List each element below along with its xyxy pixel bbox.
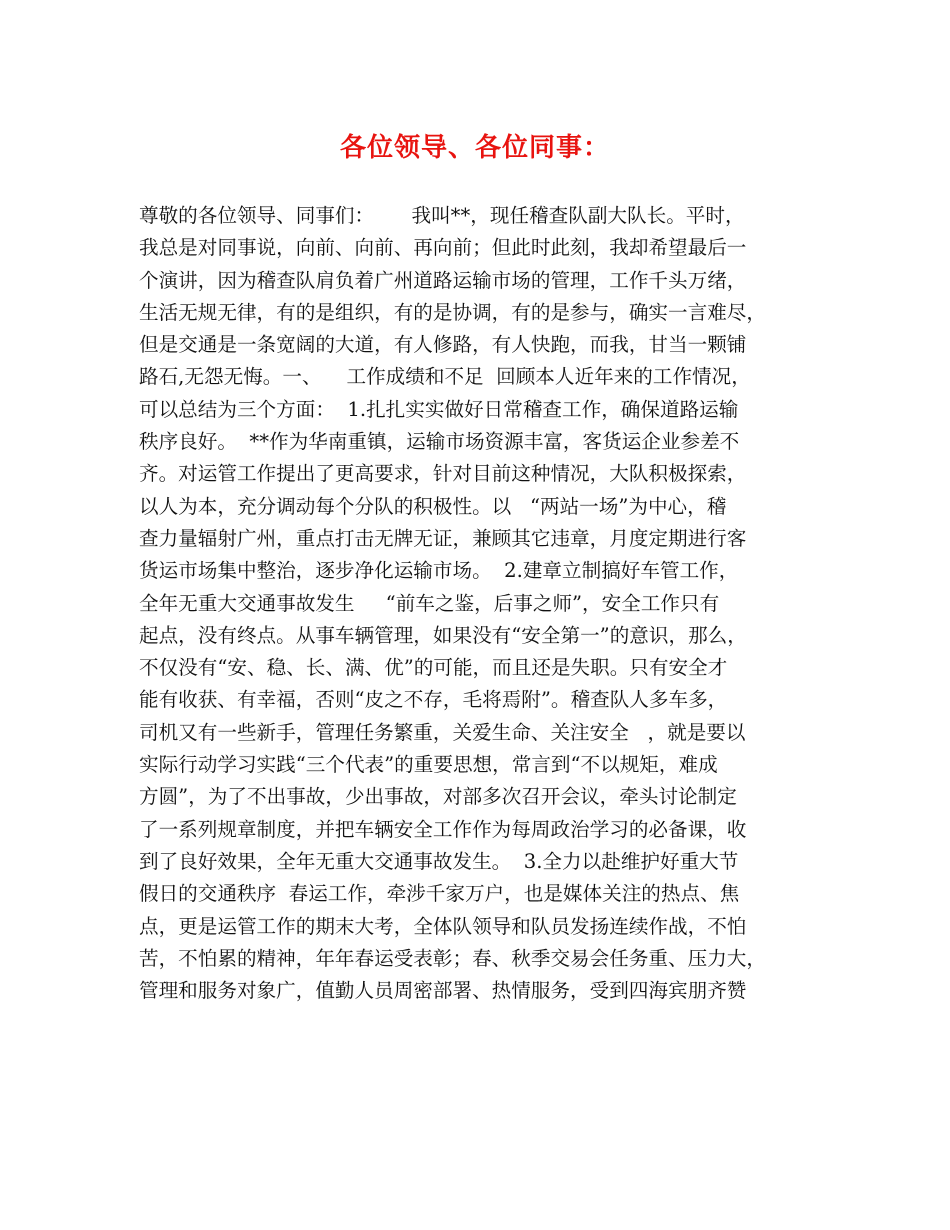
body-line: 我总是对同事说，向前、向前、再向前；但此时此刻，我却希望最后一 [139,236,747,260]
body-line: 到了良好效果，全年无重大交通事故发生。 3.全力以赴维护好重大节 [139,849,739,873]
body-line: 实际行动学习实践“三个代表”的重要思想，常言到“不以规矩，难成 [139,753,718,777]
body-line: 全年无重大交通事故发生 “前车之鉴，后事之师”，安全工作只有 [139,591,720,615]
body-line: 路石,无怨无悔。一、 工作成绩和不足 回顾本人近年来的工作情况， [139,365,751,389]
body-line: 秩序良好。 **作为华南重镇，运输市场资源丰富，客货运企业参差不 [139,430,740,454]
body-line: 方圆”，为了不出事故，少出事故，对部多次召开会议，牵头讨论制定 [139,785,737,809]
body-line: 起点，没有终点。从事车辆管理，如果没有“安全第一”的意识，那么， [139,623,747,647]
body-line: 货运市场集中整治，逐步净化运输市场。 2.建章立制搞好车管工作， [139,559,739,583]
body-line: 齐。对运管工作提出了更高要求，针对目前这种情况，大队积极探索， [139,462,747,486]
body-line: 可以总结为三个方面： 1.扎扎实实做好日常稽查工作，确保道路运输 [139,397,739,421]
body-line: 以人为本，充分调动每个分队的积极性。以 “两站一场”为中心，稽 [139,494,727,518]
document-title: 各位领导、各位同事： [339,133,610,163]
body-line: 不仅没有“安、稳、长、满、优”的可能，而且还是失职。只有安全才 [139,656,728,680]
body-line: 点，更是运管工作的期末大考，全体队领导和队员发扬连续作战，不怕 [139,914,747,938]
body-line: 假日的交通秩序 春运工作，牵涉千家万户，也是媒体关注的热点、焦 [139,882,740,906]
body-line: 个演讲，因为稽查队肩负着广州道路运输市场的管理，工作千头万绪， [139,268,747,292]
body-line: 尊敬的各位领导、同事们： 我叫**，现任稽查队副大队长。平时， [139,204,745,227]
body-line: 能有收获、有幸福，否则“皮之不存，毛将焉附”。稽查队人多车多， [139,688,728,712]
body-line: 但是交通是一条宽阔的大道，有人修路，有人快跑，而我，甘当一颗铺 [139,333,747,357]
body-line: 司机又有一些新手，管理任务繁重，关爱生命、关注安全 ，就是要以 [139,720,746,744]
body-line: 苦，不怕累的精神，年年春运受表彰；春、秋季交易会任务重、压力大， [139,946,766,970]
body-line: 管理和服务对象广，值勤人员周密部署、热情服务，受到四海宾朋齐赞 [139,979,747,1003]
document-body [139,200,829,1007]
body-line: 了一系列规章制度，并把车辆安全工作作为每周政治学习的必备课，收 [139,817,747,841]
body-line: 生活无规无律，有的是组织，有的是协调，有的是参与，确实一言难尽， [139,300,766,324]
body-line: 查力量辐射广州，重点打击无牌无证，兼顾其它违章，月度定期进行客 [139,526,747,550]
